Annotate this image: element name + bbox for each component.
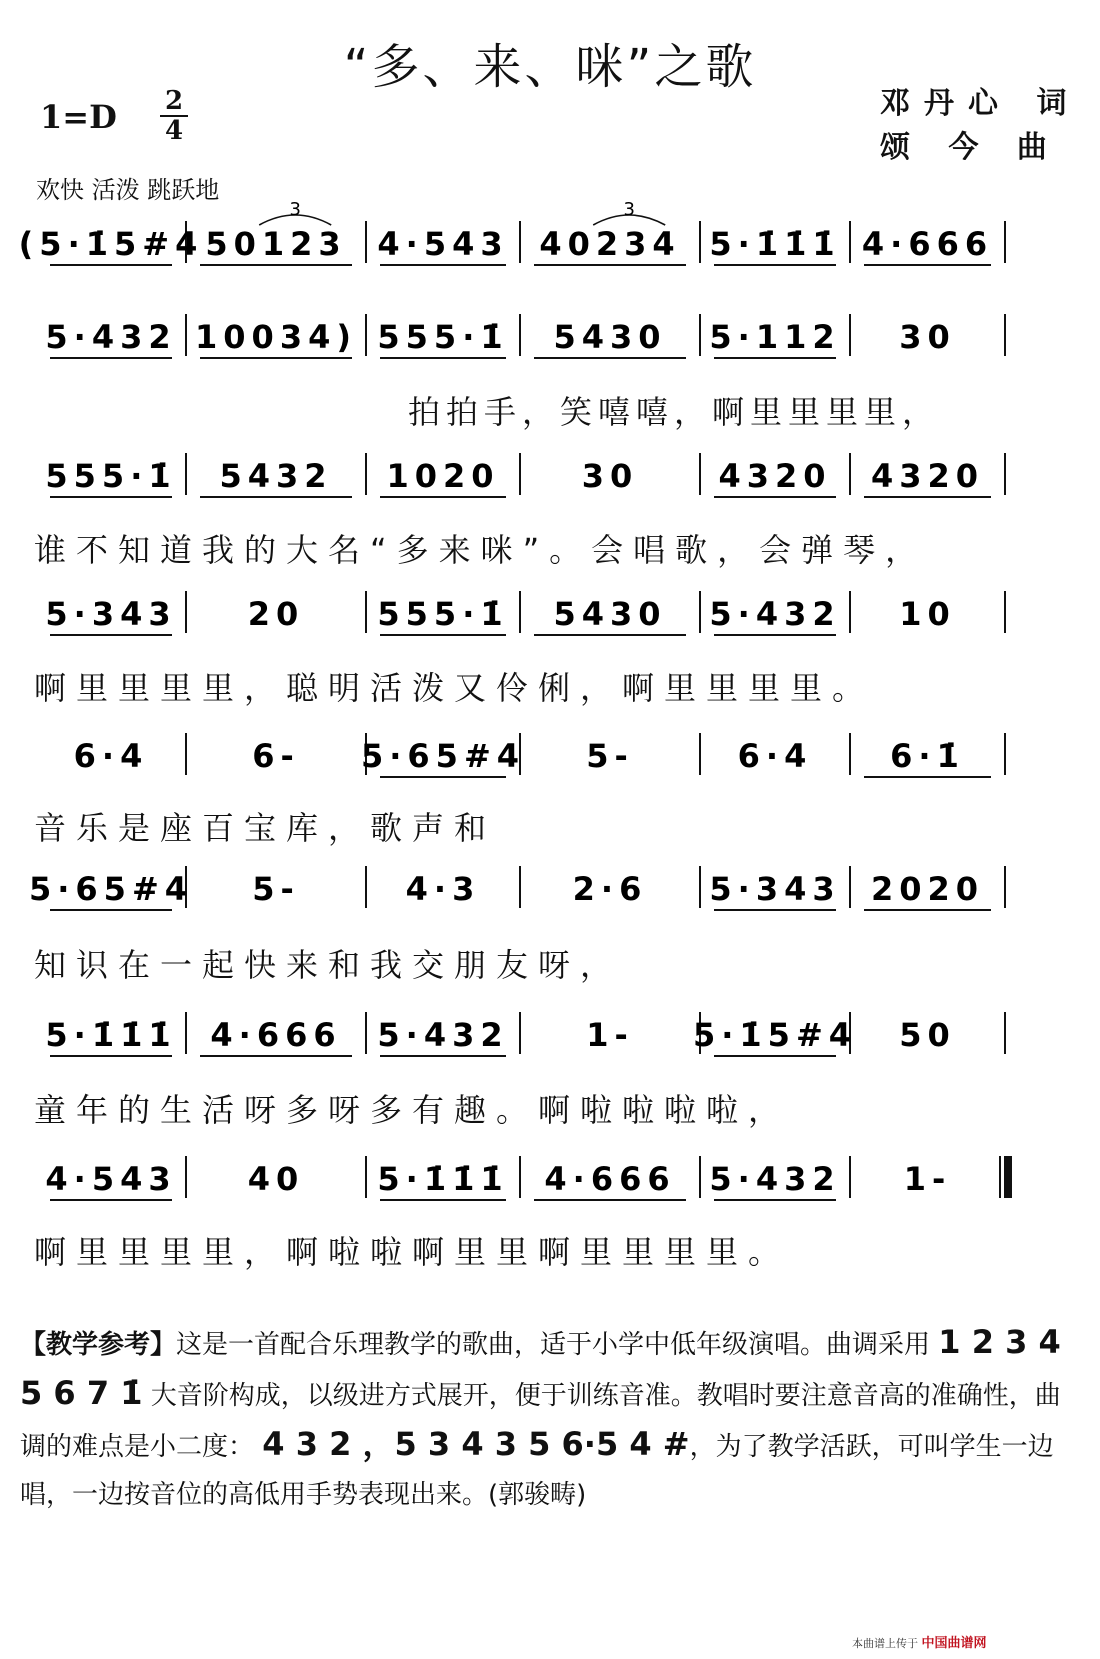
lyric-text: 拍拍手，笑嘻嘻，啊里里里里， xyxy=(408,393,941,431)
lyric-text: 啊里里里里，聪明活泼又伶俐，啊里里里里。 xyxy=(34,669,875,707)
measure-notes: 5- xyxy=(252,870,300,908)
measure-notes: 5·1̇1̇1̇ xyxy=(377,1160,509,1198)
measure-notes: 20 xyxy=(247,595,305,633)
measure-notes: 555·1̇ xyxy=(377,318,509,356)
measure-notes: 40234 xyxy=(539,225,681,263)
triplet-number: 3 xyxy=(289,199,301,220)
measure-notes: 5·65#4 xyxy=(360,737,526,775)
measure-notes: 5·432 xyxy=(709,1160,841,1198)
measure-notes: 1- xyxy=(903,1160,952,1198)
lyric-text: 音乐是座百宝库，歌声和 xyxy=(34,809,497,847)
footer-brand: 中国曲谱网 xyxy=(921,1636,987,1651)
lyric-line xyxy=(0,392,1100,432)
measure-notes: 5·343 xyxy=(709,870,841,908)
score-line xyxy=(45,453,1005,497)
score-line xyxy=(29,866,1005,910)
measure-notes: 30 xyxy=(581,457,639,495)
measure-notes: 5- xyxy=(586,737,634,775)
measure-notes: 5·432 xyxy=(45,318,177,356)
final-barline-thick xyxy=(1005,1156,1012,1198)
key-signature: 1=D xyxy=(40,98,117,136)
lyric-line xyxy=(0,1090,1100,1130)
score-line xyxy=(45,1156,1012,1200)
measure-notes: 5·65#4 xyxy=(28,870,194,908)
measure-notes: 5·1̇1̇1̇ xyxy=(709,225,841,263)
measure-notes: 4·666 xyxy=(210,1016,342,1054)
triplet-number: 3 xyxy=(623,199,635,220)
score-line xyxy=(19,199,1005,265)
measure-notes: 1020 xyxy=(386,457,500,495)
measure-notes: 555·1̇ xyxy=(377,595,509,633)
measure-notes: 1- xyxy=(586,1016,634,1054)
measure-notes: 5·432 xyxy=(709,595,841,633)
lyric-text: 谁不知道我的大名“多来咪”。会唱歌，会弹琴， xyxy=(34,531,928,569)
footer-text: 本曲谱上传于 xyxy=(852,1637,918,1650)
score-line xyxy=(45,591,1005,635)
tempo-marking: 欢快 活泼 跳跃地 xyxy=(36,176,220,204)
measure-notes: 4·3 xyxy=(405,870,481,908)
measure-notes: 5·432 xyxy=(377,1016,509,1054)
measure-notes: 4·666 xyxy=(544,1160,676,1198)
composer-credit: 颂 今 曲 xyxy=(880,130,1061,165)
teaching-notes-text-3: ，为了教学活跃，可叫学生一边唱，一边按音位的高低用手势表现出来。(郭骏畴) xyxy=(20,1432,1054,1510)
measure-notes: 5430 xyxy=(553,318,667,356)
score-line xyxy=(45,1012,1005,1056)
measure-notes: 6- xyxy=(252,737,300,775)
teaching-notes-text-1: 这是一首配合乐理教学的歌曲，适于小学中低年级演唱。曲调采用 xyxy=(176,1330,931,1360)
measure-notes: 50123 xyxy=(205,225,347,263)
footer-watermark xyxy=(852,1632,987,1651)
measure-notes: 50 xyxy=(899,1016,956,1054)
measure-notes: 5432 xyxy=(219,457,333,495)
measure-notes: 30 xyxy=(899,318,956,356)
measure-notes: 5·112 xyxy=(709,318,841,356)
page-title: “多、来、咪”之歌 xyxy=(343,39,757,95)
lyric-line xyxy=(0,945,1100,985)
measure-notes: 6·4 xyxy=(73,737,149,775)
measure-notes: 2020 xyxy=(870,870,985,908)
teaching-notes xyxy=(20,1318,1080,1519)
lyric-text: 啊里里里里，啊啦啦啊里里啊里里里里。 xyxy=(34,1233,791,1271)
measure-notes: 4·543 xyxy=(45,1160,177,1198)
measure-notes: 10034) xyxy=(195,318,357,356)
score-line xyxy=(74,733,1005,777)
measure-notes: 555·1̇ xyxy=(45,457,177,495)
lyric-text: 知识在一起快来和我交朋友呀， xyxy=(34,946,623,984)
teaching-notes-scale: 1 2 3 4 5 6 7 1̇ xyxy=(20,1323,1061,1412)
teaching-notes-text-2: 大音阶构成，以级进方式展开，便于训练音准。教唱时要注意音高的准确性，曲调的难点是小二度： xyxy=(20,1381,1061,1462)
measure-notes: 4·543 xyxy=(377,225,509,263)
measure-notes: 2·6 xyxy=(572,870,648,908)
measure-notes: (5·1̇5#4 xyxy=(18,225,204,263)
measure-notes: 6·1̇ xyxy=(890,737,965,775)
score-line xyxy=(45,314,1005,358)
teaching-notes-examples: 4 3 2 ，5 3 4 3 5 6·5 4 # xyxy=(262,1425,690,1463)
measure-notes: 5·1̇1̇1̇ xyxy=(45,1016,177,1054)
time-signature-top: 2 xyxy=(164,86,184,116)
measure-notes: 4320 xyxy=(718,457,832,495)
lyric-line xyxy=(0,1232,1100,1272)
lyric-line xyxy=(0,808,1100,848)
measure-notes: 40 xyxy=(247,1160,305,1198)
lyric-line xyxy=(0,668,1100,708)
measure-notes: 4·666 xyxy=(861,225,994,263)
time-signature-bottom: 4 xyxy=(164,116,184,146)
teaching-notes-heading: 【教学参考】 xyxy=(20,1330,177,1360)
measure-notes: 10 xyxy=(899,595,956,633)
measure-notes: 5430 xyxy=(553,595,667,633)
measure-notes: 5·1̇5#4 xyxy=(692,1016,858,1054)
measure-notes: 6·4 xyxy=(737,737,813,775)
measure-notes: 4320 xyxy=(870,457,985,495)
lyric-line xyxy=(0,530,1100,570)
lyricist-credit: 邓丹心 词 xyxy=(880,86,1081,121)
measure-notes: 5·343 xyxy=(45,595,177,633)
lyric-text: 童年的生活呀多呀多有趣。啊啦啦啦啦， xyxy=(34,1091,791,1129)
